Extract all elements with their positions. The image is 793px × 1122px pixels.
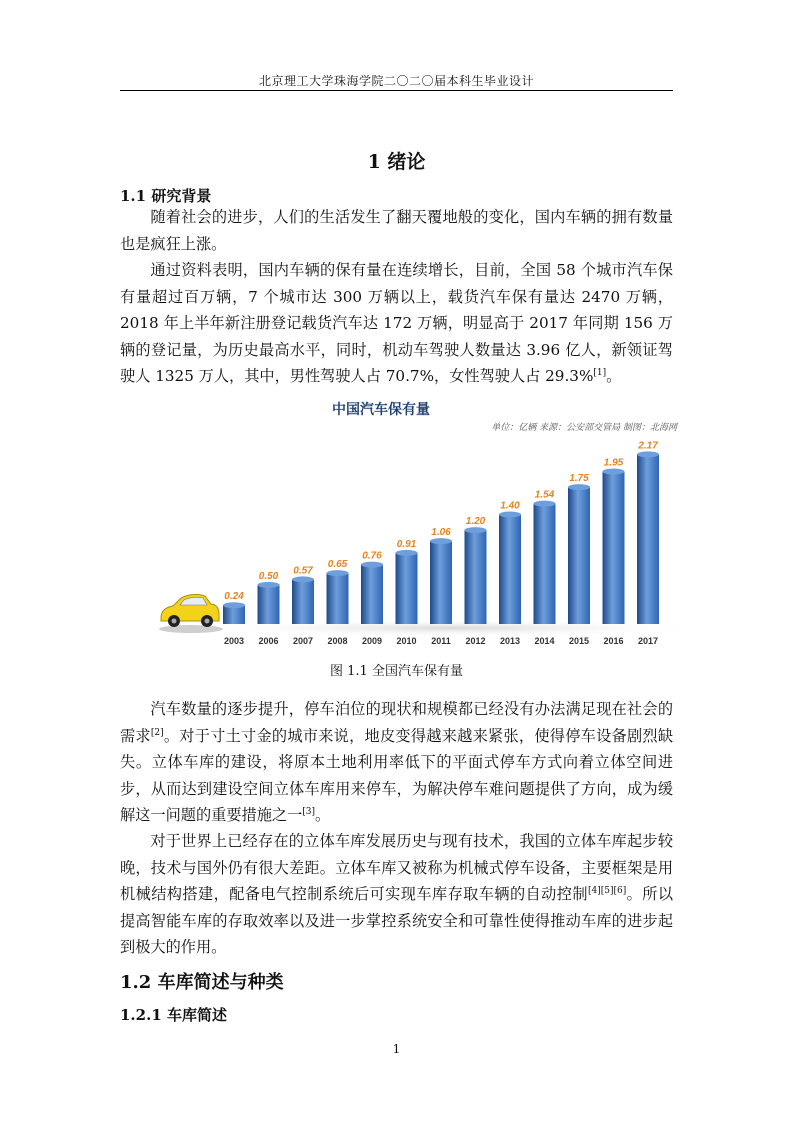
bar-cap-2006 [258,582,280,588]
data-label-2012: 1.20 [465,516,486,528]
chart-svg [153,392,683,654]
paragraph-2-text: 通过资料表明，国内车辆的保有量在连续增长，目前，全国 58 个城市汽车保有量超过百万辆，7 个城市达 300 万辆以上，载货汽车保有量达 2470 万辆，2018 年上半年新注册登记载货汽车达 172 万辆，明显高于 2017 年同期 156 万辆的登记量，为历史最高水平，同时，机动车驾驶人数量达 3.96 亿人，新领证驾驶人 1325 万人，其中，男性驾驶人占 70.7%，女性驾驶人占 29.3% [120,261,673,385]
paragraph-1 [120,204,673,257]
car-illustration [159,594,223,633]
x-tick-2016: 2016 [603,636,624,646]
bar-2008 [327,573,349,624]
data-label-2009: 0.76 [362,550,382,562]
header-rule [120,90,673,91]
x-tick-2015: 2015 [568,636,590,646]
data-label-2017: 2.17 [638,440,658,452]
bar-2016 [603,472,625,624]
bar-cap-2008 [327,570,349,576]
citation-4-5-6[interactable]: [4][5][6] [587,885,627,896]
x-tick-2010: 2010 [396,636,417,646]
data-label-2013: 1.40 [500,500,520,512]
bar-cap-2015 [568,484,590,490]
chart-title: 中国汽车保有量 [332,401,430,417]
data-label-2015: 1.75 [569,473,589,485]
citation-1[interactable]: [1] [593,367,607,378]
paragraph-3-text-a: 汽车数量的逐步提升，停车泊位的现状和规模都已经没有办法满足现在社会的需求 [120,700,673,745]
x-tick-2011: 2011 [431,636,451,646]
data-label-2010: 0.91 [396,538,417,550]
bar-2009 [361,565,383,624]
bar-2014 [534,504,556,624]
x-tick-2007: 2007 [292,636,314,646]
data-label-2016: 1.95 [603,457,624,469]
bar-cap-2017 [637,451,659,457]
chart-subtitle: 单位：亿辆 来源：公安部交管局 制图：北海网 [491,423,677,433]
page-number: 1 [392,1042,401,1056]
x-tick-2012: 2012 [465,636,486,646]
citation-2[interactable]: [2] [150,727,164,738]
bar-cap-2003 [223,602,245,608]
data-label-2006: 0.50 [258,570,279,582]
paragraph-3-end: 。 [315,806,331,824]
data-label-2008: 0.65 [327,559,348,571]
paragraph-4-text-b: 。所以提高智能车库的存取效率以及进一步掌控系统安全和可靠性使得推动车库的进步起到极大的作用。 [120,885,674,956]
paragraph-1-text: 随着社会的进步，人们的生活发生了翻天覆地般的变化，国内车辆的拥有数量也是疯狂上涨。 [120,208,673,253]
x-tick-2017: 2017 [637,636,659,646]
bar-2006 [258,585,280,624]
bar-2011 [430,541,452,624]
bar-2012 [465,530,487,624]
paragraph-2 [120,257,673,390]
bar-2010 [396,553,418,624]
bar-2017 [637,454,659,624]
x-tick-2006: 2006 [258,636,279,646]
vehicle-ownership-chart [153,392,683,654]
x-tick-2003: 2003 [223,636,245,646]
running-header: 北京理工大学珠海学院二〇二〇届本科生毕业设计 [258,74,534,88]
data-label-2007: 0.57 [293,565,313,577]
paragraph-2-end: 。 [606,367,622,385]
data-label-2003: 0.24 [224,591,244,603]
section-heading-1-1: 1.1 研究背景 [120,187,212,205]
paragraph-3 [120,696,673,829]
bar-cap-2007 [292,576,314,582]
x-tick-2014: 2014 [534,636,555,646]
bar-cap-2011 [430,538,452,544]
data-label-2014: 1.54 [534,489,555,501]
paragraph-4 [120,828,673,961]
chapter-title: 1 绪论 [367,151,426,173]
x-tick-2013: 2013 [499,636,521,646]
bar-2013 [499,515,521,624]
figure-caption: 图 1.1 全国汽车保有量 [330,664,463,679]
data-label-2011: 1.06 [431,527,451,539]
section-heading-1-2-1: 1.2.1 车库简述 [120,1006,227,1024]
paragraph-3-text-b: 。对于寸土寸金的城市来说，地皮变得越来越来紧张，使得停车设备剧烈缺失。立体车库的建设，将原本土地利用率低下的平面式停车方式向着立体空间进步，从而达到建设空间立体车库用来停车，为解决停车难问题提供了方向，成为缓解这一问题的重要措施之一 [120,726,674,824]
bar-cap-2014 [534,501,556,507]
x-tick-2009: 2009 [361,636,383,646]
bar-cap-2016 [603,469,625,475]
chart-bars [223,440,659,646]
bar-cap-2009 [361,562,383,568]
citation-3[interactable]: [3] [302,806,315,817]
bar-2015 [568,487,590,624]
section-heading-1-2: 1.2 车库简述与种类 [120,972,284,993]
x-tick-2008: 2008 [327,636,348,646]
paragraph-4-text-a: 对于世界上已经存在的立体车库发展历史与现有技术，我国的立体车库起步较晚，技术与国外仍有很大差距。立体车库又被称为机械式停车设备，主要框架是用机械结构搭建，配备电气控制系统后可实现车库存取车辆的自动控制 [120,832,673,903]
bar-cap-2012 [465,527,487,533]
bar-cap-2010 [396,550,418,556]
bar-cap-2013 [499,512,521,518]
bar-2007 [292,579,314,624]
